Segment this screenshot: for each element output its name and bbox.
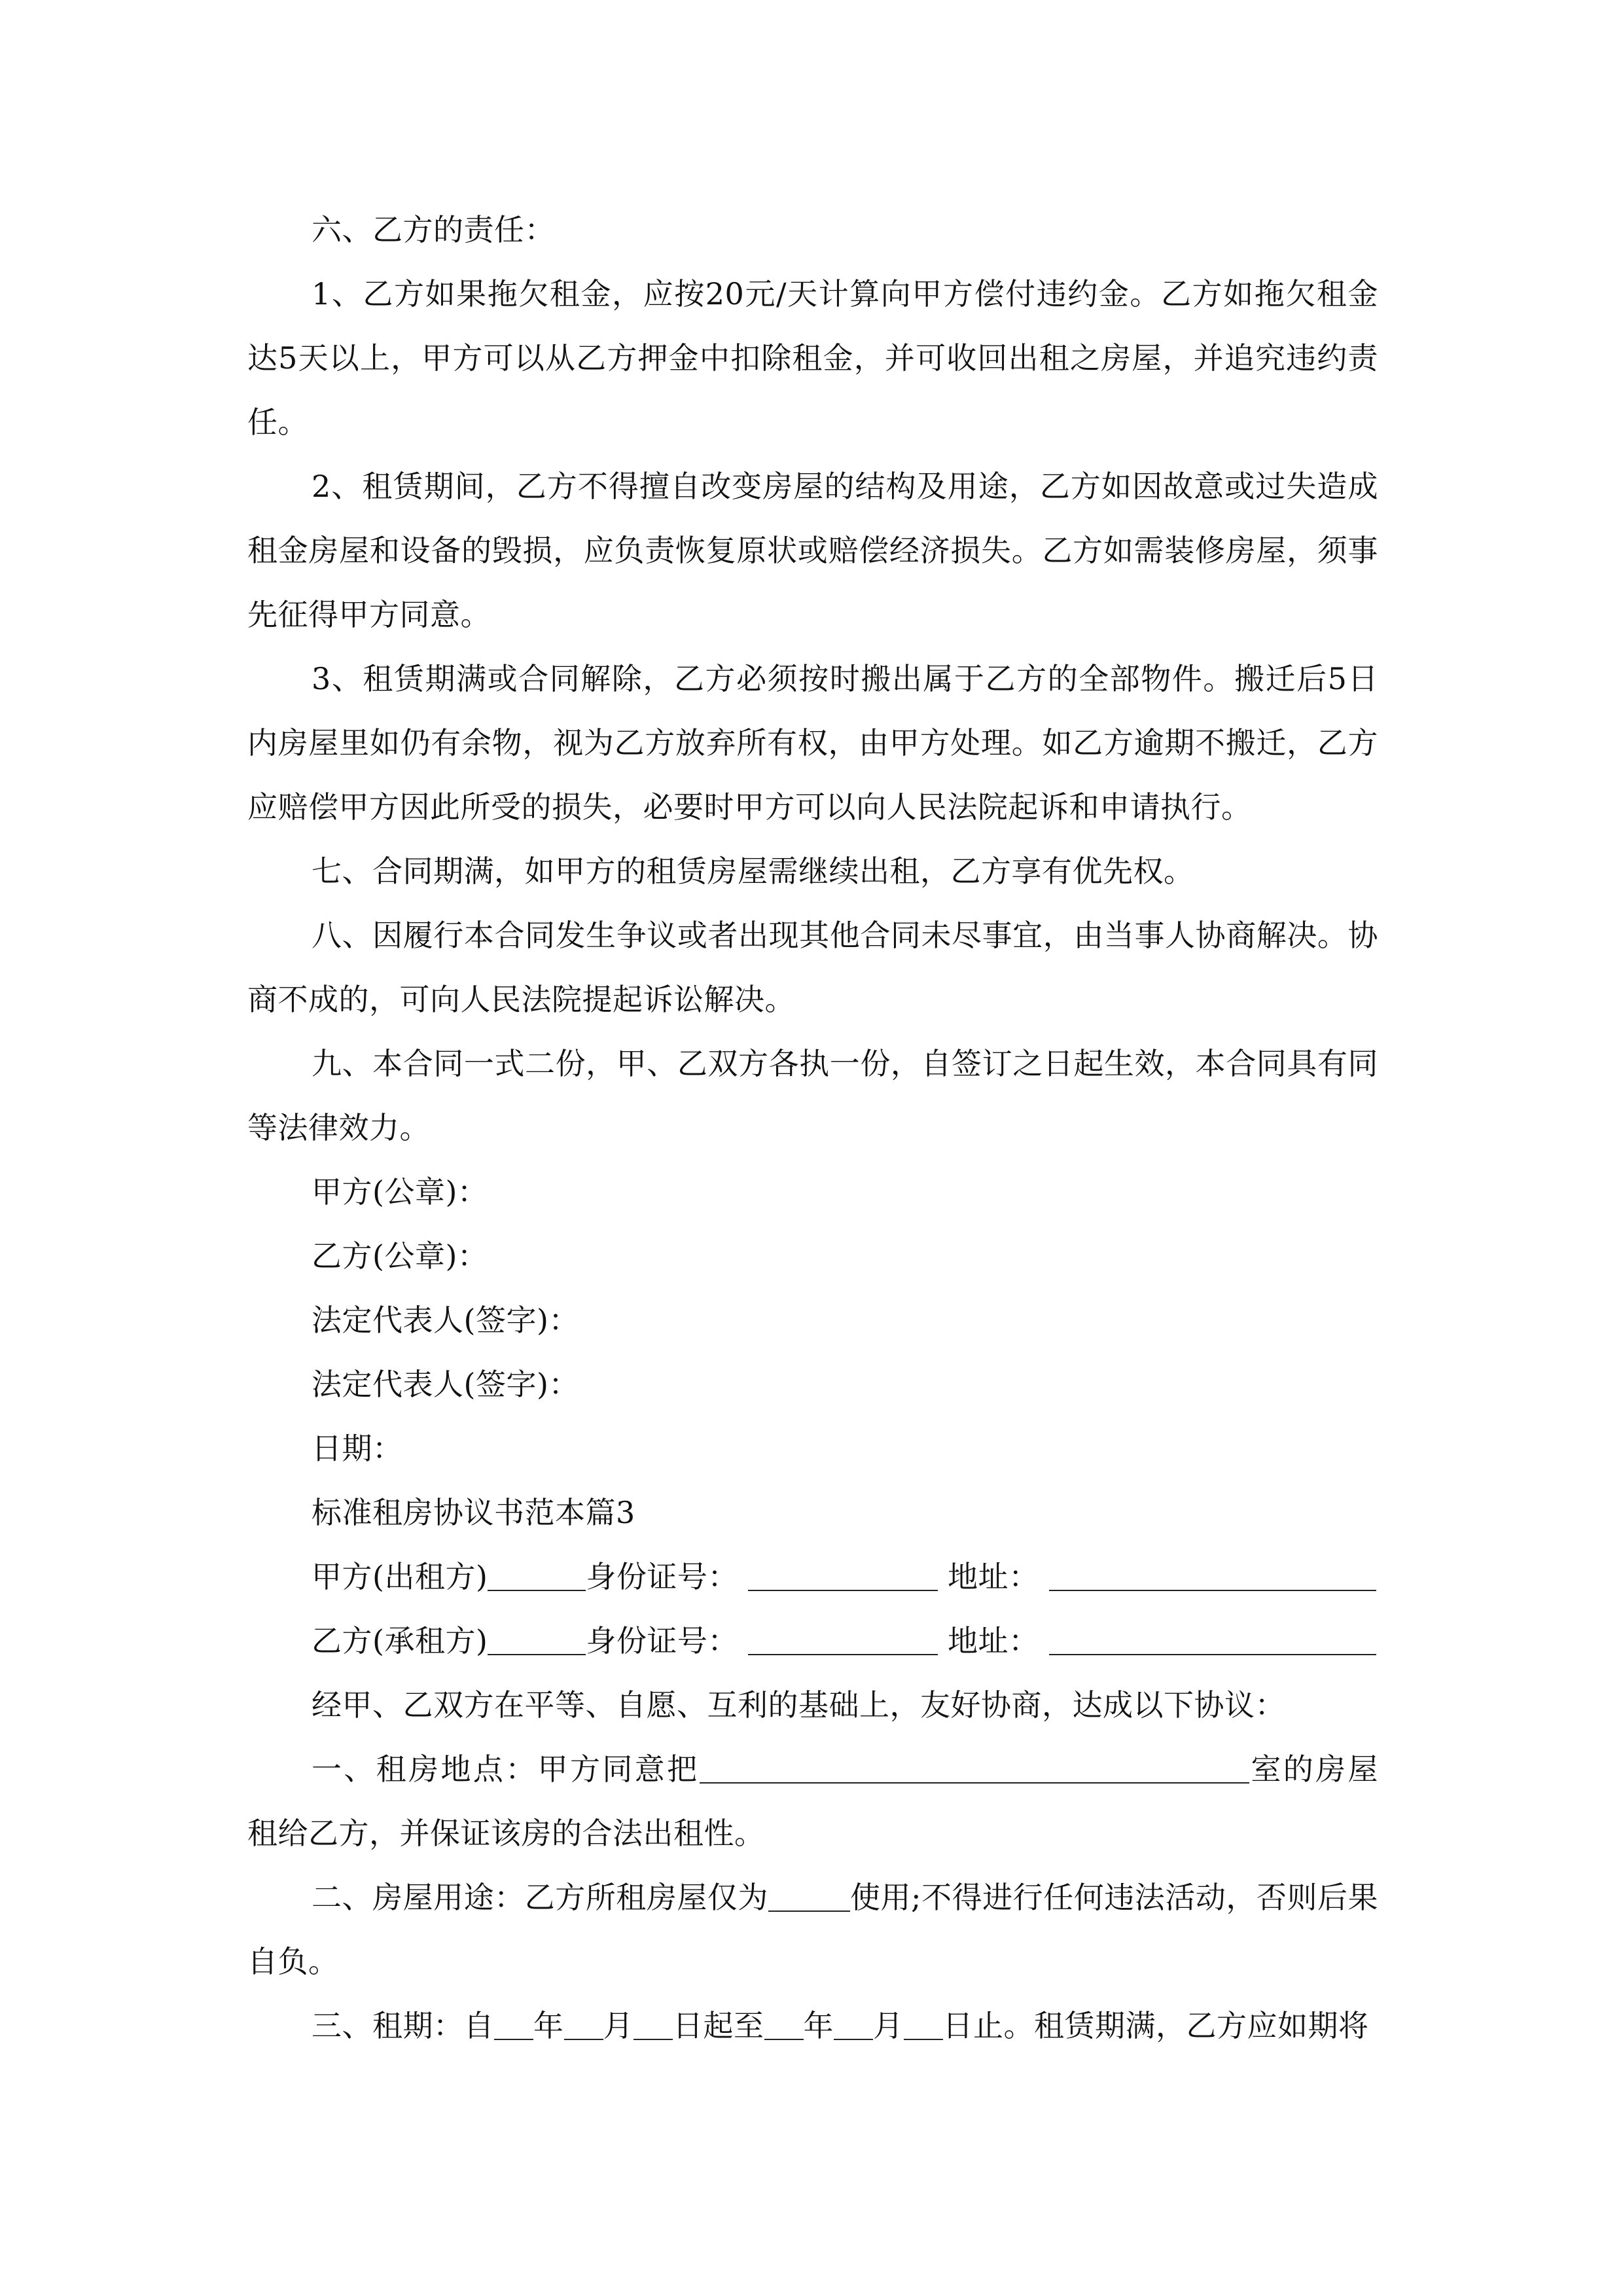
end-day-blank: [904, 2006, 943, 2040]
start-year-label: 年: [533, 2008, 564, 2043]
party-b-info-line: [247, 1609, 1378, 1673]
party-a-info-line: [247, 1545, 1378, 1609]
party-a-id-label: 身份证号：: [586, 1559, 738, 1594]
party-a-seal-line: 甲方(公章)：: [312, 1174, 488, 1210]
start-month-label: 月: [603, 2008, 633, 2043]
clause-2-usage: [247, 1865, 1378, 1994]
date-line: 日期：: [312, 1431, 403, 1466]
legal-rep-line-1: 法定代表人(签字)：: [312, 1302, 579, 1338]
end-year-blank: [764, 2006, 804, 2040]
section-title: 标准租房协议书范本篇3: [312, 1495, 635, 1530]
party-a-id-blank: [748, 1557, 938, 1591]
paragraph-clause-6-1: 1、乙方如果拖欠租金，应按20元/天计算向甲方偿付违约金。乙方如拖欠租金达5天以上，甲方可以从乙方押金中扣除租金，并可收回出租之房屋，并追究违约责任。: [247, 276, 1378, 440]
party-a-address-blank: [1049, 1557, 1376, 1591]
end-month-blank: [834, 2006, 873, 2040]
legal-rep-line-2: 法定代表人(签字)：: [312, 1367, 579, 1402]
paragraph-section-6-title: 六、乙方的责任：: [312, 212, 555, 247]
start-day-blank: [633, 2006, 673, 2040]
end-year-label: 年: [803, 2008, 834, 2043]
party-b-label: 乙方(承租方): [312, 1623, 488, 1659]
clause-1-prefix: 一、租房地点：甲方同意把: [312, 1751, 700, 1787]
start-day-label: 日起至: [673, 2008, 764, 2043]
party-b-address-label: 地址：: [948, 1623, 1039, 1659]
clause-3-term: [247, 1994, 1378, 2058]
party-b-seal-line: 乙方(公章)：: [312, 1238, 488, 1274]
start-year-blank: [494, 2006, 533, 2040]
clause-2-suffix: 使用;不得进行任何违法活动，否则后果自负。: [247, 1880, 1379, 1979]
party-a-name-blank: [488, 1557, 586, 1591]
paragraph-section-7: 七、合同期满，如甲方的租赁房屋需继续出租，乙方享有优先权。: [312, 853, 1194, 889]
paragraph-section-8: 八、因履行本合同发生争议或者出现其他合同未尽事宜，由当事人协商解决。协商不成的，可向人民法院提起诉讼解决。: [247, 918, 1378, 1017]
start-month-blank: [564, 2006, 603, 2040]
paragraph-section-9: 九、本合同一式二份，甲、乙双方各执一份，自签订之日起生效，本合同具有同等法律效力。: [247, 1046, 1378, 1145]
clause-3-prefix: 三、租期：自: [312, 2008, 494, 2043]
party-b-name-blank: [488, 1621, 586, 1655]
party-b-address-blank: [1049, 1621, 1376, 1655]
party-b-id-blank: [748, 1621, 938, 1655]
party-b-id-label: 身份证号：: [586, 1623, 738, 1659]
clause-2-usage-blank: [768, 1878, 850, 1912]
end-day-label: 日止。租赁期满，乙方应如期将: [942, 2008, 1369, 2043]
paragraph-clause-6-2: 2、租赁期间，乙方不得擅自改变房屋的结构及用途，乙方如因故意或过失造成租金房屋和设备的毁损，应负责恢复原状或赔偿经济损失。乙方如需装修房屋，须事先征得甲方同意。: [247, 469, 1378, 632]
end-month-label: 月: [873, 2008, 904, 2043]
clause-2-prefix: 二、房屋用途：乙方所租房屋仅为: [312, 1880, 768, 1915]
clause-1-suffix: 室的房屋租给乙方，并保证该房的合法出租性。: [247, 1751, 1378, 1851]
paragraph-clause-6-3: 3、租赁期满或合同解除，乙方必须按时搬出属于乙方的全部物件。搬迁后5日内房屋里如仍有余物，视为乙方放弃所有权，由甲方处理。如乙方逾期不搬迁，乙方应赔偿甲方因此所受的损失，必要时甲方可以向人民法院起诉和申请执行。: [247, 661, 1378, 825]
clause-1-location: [247, 1737, 1378, 1865]
agreement-intro: 经甲、乙双方在平等、自愿、互利的基础上，友好协商，达成以下协议：: [312, 1687, 1285, 1723]
party-a-address-label: 地址：: [948, 1559, 1039, 1594]
clause-1-location-blank: [700, 1749, 1249, 1784]
party-a-label: 甲方(出租方): [312, 1559, 488, 1594]
document-body: [247, 198, 1378, 2058]
